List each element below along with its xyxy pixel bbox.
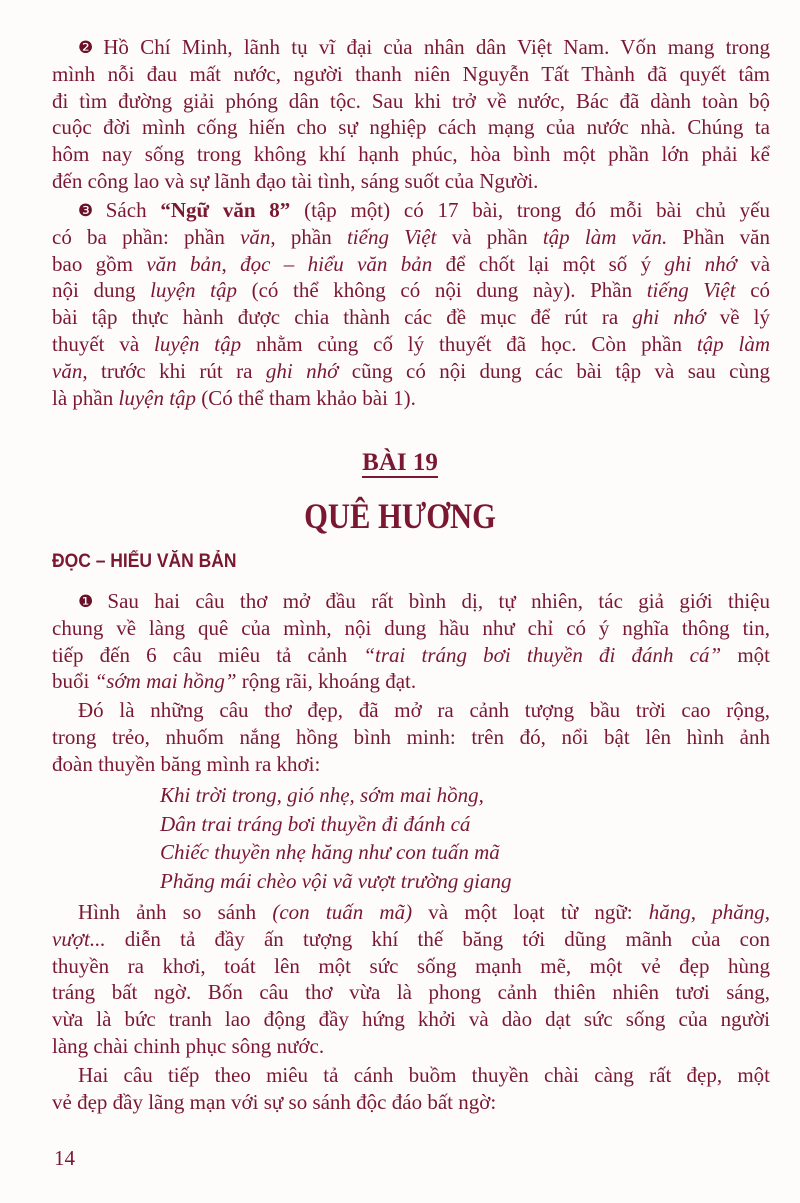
lesson-number bbox=[0, 449, 800, 477]
text-run: tráng bất ngờ. Bốn câu thơ vừa là phong cảnh thiên nhiên tươi sáng, bbox=[52, 980, 770, 1005]
text-line bbox=[52, 899, 770, 926]
section-heading: ĐỌC – HIỂU VĂN BẢN bbox=[52, 551, 237, 572]
bold-text: “Ngữ văn 8” bbox=[160, 198, 291, 222]
italic-text: tiếng Việt bbox=[346, 224, 437, 249]
page-number: 14 bbox=[54, 1146, 75, 1170]
lesson-number-text: BÀI 19 bbox=[362, 449, 438, 476]
italic-text: “sớm mai hồng” bbox=[94, 669, 237, 694]
text-run: Hai câu tiếp theo miêu tả cánh buồm thuyền chài càng rất đẹp, một bbox=[78, 1063, 770, 1087]
text-run: đi tìm đường giải phóng dân tộc. Sau khi trở về nước, Bác đã dành toàn bộ bbox=[52, 88, 770, 113]
text-line bbox=[52, 197, 770, 224]
text-run: nhằm củng cố lý thuyết đã học. Còn phần bbox=[241, 331, 697, 356]
poem-line: Phăng mái chèo vội vã vượt trường giang bbox=[160, 869, 512, 894]
text-run: , phần bbox=[270, 224, 347, 249]
poem-line: Khi trời trong, gió nhẹ, sớm mai hồng, bbox=[160, 783, 484, 807]
lesson-title: QUÊ HƯƠNG bbox=[304, 496, 496, 536]
italic-text: văn bbox=[240, 224, 271, 249]
text-line bbox=[52, 1006, 770, 1033]
text-run: và phần bbox=[436, 224, 543, 249]
text-line bbox=[52, 168, 770, 195]
text-run: diễn tả đầy ấn tượng khí thế băng tới dũng mãnh của con bbox=[105, 926, 770, 951]
text-run: (tập một) có 17 bài, trong đó mỗi bài chủ yếu bbox=[290, 198, 770, 222]
text-run: trong trẻo, nhuốm nắng hồng bình minh: trên đó, nổi bật lên hình ảnh bbox=[52, 724, 770, 749]
text-run: hôm nay sống trong không khí hạnh phúc, hòa bình một phần lớn phải kể bbox=[52, 142, 770, 167]
text-run: một bbox=[721, 642, 770, 667]
text-run: về lý bbox=[705, 305, 771, 330]
text-run: cũng có nội dung các bài tập và sau cùng bbox=[338, 358, 770, 383]
text-run: thuyền ra khơi, toát lên một sức sống mạnh mẽ, một vẻ đẹp hùng bbox=[52, 953, 770, 978]
italic-text: ghi nhớ bbox=[664, 251, 737, 276]
text-line bbox=[52, 1033, 770, 1060]
text-line bbox=[52, 697, 770, 724]
text-line bbox=[52, 331, 770, 358]
paragraph-next bbox=[52, 1062, 770, 1116]
paragraph-2 bbox=[52, 34, 770, 195]
text-run: bao gồm bbox=[52, 251, 147, 276]
text-run: buổi bbox=[52, 669, 95, 694]
paragraph-intro-poem bbox=[52, 697, 770, 777]
text-line bbox=[52, 358, 770, 385]
text-line bbox=[52, 615, 770, 642]
italic-text: tiếng Việt bbox=[646, 278, 736, 303]
italic-text: tập làm văn. bbox=[542, 224, 668, 249]
text-run: bài tập thực hành được chia thành các đề mục để rút ra bbox=[52, 305, 633, 330]
text-run: cuộc đời mình cống hiến cho sự nghiệp cách mạng của nước nhà. Chúng ta bbox=[52, 115, 770, 140]
text-run: Đó là những câu thơ đẹp, đã mở ra cảnh tượng bầu trời cao rộng, bbox=[78, 698, 770, 722]
text-line bbox=[52, 88, 770, 115]
text-line bbox=[52, 979, 770, 1006]
text-line bbox=[52, 385, 770, 412]
italic-text: luyện tập bbox=[118, 385, 197, 410]
paragraph-3 bbox=[52, 197, 770, 411]
text-line bbox=[52, 1062, 770, 1089]
text-run: và một loạt từ ngữ: bbox=[412, 900, 649, 924]
poem-excerpt bbox=[160, 781, 512, 896]
text-run: rộng rãi, khoáng đạt. bbox=[236, 669, 417, 694]
italic-text: luyện tập bbox=[150, 278, 237, 303]
poem-line: Chiếc thuyền nhẹ hăng như con tuấn mã bbox=[160, 840, 500, 865]
text-run: đến công lao và sự lãnh đạo tài tình, sáng suốt của Người. bbox=[52, 168, 539, 193]
text-line bbox=[52, 34, 770, 61]
text-run: có ba phần: phần bbox=[52, 224, 241, 249]
text-run: , bbox=[221, 251, 241, 276]
text-run: Sách bbox=[105, 198, 161, 222]
text-run: , trước khi rút ra bbox=[82, 358, 266, 383]
text-run: Phần văn bbox=[667, 224, 770, 249]
italic-text: (con tuấn mã) bbox=[272, 900, 413, 924]
text-line bbox=[52, 224, 770, 251]
text-line bbox=[52, 114, 770, 141]
text-line bbox=[52, 251, 770, 278]
text-run: đoàn thuyền băng mình ra khơi: bbox=[52, 751, 321, 776]
text-run: và bbox=[736, 251, 771, 276]
poem-line: Dân trai tráng bơi thuyền đi đánh cá bbox=[160, 811, 471, 836]
text-run: nội dung bbox=[52, 278, 151, 303]
text-line bbox=[52, 277, 770, 304]
text-line bbox=[52, 1089, 770, 1116]
text-run: (Có thể tham khảo bài 1). bbox=[196, 385, 416, 410]
text-line bbox=[52, 642, 770, 669]
text-run: vẻ đẹp đầy lãng mạn với sự so sánh độc đáo bất ngờ: bbox=[52, 1089, 497, 1114]
text-line bbox=[52, 926, 770, 953]
text-line bbox=[52, 724, 770, 751]
paragraph-analysis bbox=[52, 899, 770, 1060]
italic-text: ghi nhớ bbox=[265, 358, 339, 383]
italic-text: luyện tập bbox=[153, 331, 242, 356]
text-line bbox=[52, 668, 770, 695]
italic-text: vượt... bbox=[52, 926, 106, 951]
italic-text: ghi nhớ bbox=[632, 305, 706, 330]
text-line bbox=[52, 751, 770, 778]
text-run: Hồ Chí Minh, lãnh tụ vĩ đại của nhân dân Việt Nam. Vốn mang trong bbox=[103, 35, 770, 59]
text-run: (có thể không có nội dung này). Phần bbox=[237, 278, 647, 303]
text-run: chung về làng quê của mình, nội dung hầu như chỉ có ý nghĩa thông tin, bbox=[52, 615, 770, 640]
paragraph-1 bbox=[52, 588, 770, 695]
number-marker-icon: ❶ bbox=[78, 592, 104, 612]
text-line bbox=[52, 304, 770, 331]
text-line bbox=[52, 953, 770, 980]
text-run: có bbox=[735, 278, 771, 303]
text-run: thuyết và bbox=[52, 331, 154, 356]
text-run: mình nỗi đau mất nước, người thanh niên Nguyễn Tất Thành đã quyết tâm bbox=[52, 61, 770, 86]
italic-text: đọc – hiểu văn bản bbox=[240, 251, 433, 276]
text-run: làng chài chinh phục sông nước. bbox=[52, 1033, 325, 1058]
text-line bbox=[52, 141, 770, 168]
italic-text: văn bản bbox=[146, 251, 222, 276]
italic-text: tập làm bbox=[696, 331, 771, 356]
text-run: là phần bbox=[52, 385, 119, 410]
text-line bbox=[52, 61, 770, 88]
text-line bbox=[52, 588, 770, 615]
text-run: Hình ảnh so sánh bbox=[78, 900, 273, 924]
italic-text: văn bbox=[52, 358, 83, 383]
text-run: tiếp đến 6 câu miêu tả cảnh bbox=[52, 642, 364, 667]
italic-text: hăng, phăng, bbox=[648, 900, 770, 924]
number-marker-icon: ❸ bbox=[78, 201, 102, 221]
text-run: để chốt lại một số ý bbox=[432, 251, 665, 276]
number-marker-icon: ❷ bbox=[78, 38, 100, 58]
text-run: Sau hai câu thơ mở đầu rất bình dị, tự nhiên, tác giả giới thiệu bbox=[107, 589, 770, 613]
italic-text: “trai tráng bơi thuyền đi đánh cá” bbox=[363, 642, 722, 667]
text-run: vừa là bức tranh lao động đầy hứng khởi và dào dạt sức sống của người bbox=[52, 1007, 770, 1032]
